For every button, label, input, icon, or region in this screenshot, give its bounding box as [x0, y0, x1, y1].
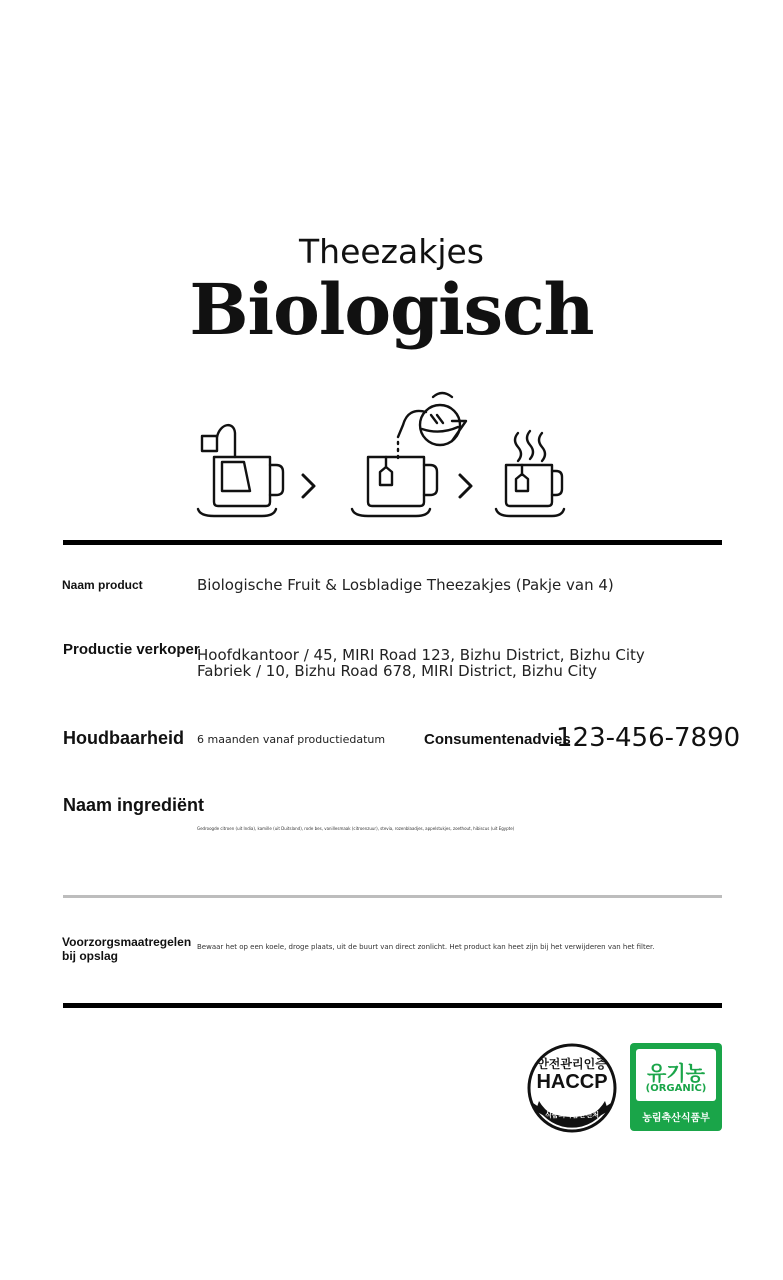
divider-bottom [63, 1003, 722, 1008]
organic-sub-text: (ORGANIC) [645, 1083, 707, 1094]
consumer-advice-label: Consumentenadvies [424, 731, 571, 748]
haccp-bottom-text: 식품의약품안전처 [544, 1111, 600, 1119]
seller-label: Productie verkoper [63, 641, 200, 658]
seller-address-line1: Hoofdkantoor / 45, MIRI Road 123, Bizhu District, Bizhu City [197, 646, 645, 664]
product-name-label: Naam product [62, 578, 143, 592]
steaming-cup-icon [496, 431, 564, 516]
organic-bottom-text: 농림축산식품부 [642, 1113, 710, 1124]
ingredients-value: Gedroogde citroen (uit India), kamille (uit Duitsland), rode bes, vanillesmaak (citroenzuur), stevia, rozenblaadjes, appelstukjes, zoethout, hibiscus (uit Egypte) [197, 826, 515, 831]
haccp-main-text: HACCP [536, 1071, 608, 1093]
divider-top [63, 540, 722, 545]
storage-value: Bewaar het op een koele, droge plaats, uit de buurt van direct zonlicht. Het product kan heet zijn bij het verwijderen van het filter. [197, 943, 655, 951]
brewing-steps [190, 385, 580, 525]
shelf-life-label: Houdbaarheid [63, 728, 185, 748]
haccp-top-text: 안전관리인증 [537, 1057, 607, 1071]
pour-water-icon [352, 393, 466, 516]
product-name-value: Biologische Fruit & Losbladige Theezakjes (Pakje van 4) [197, 576, 614, 594]
page-title: Biologisch [189, 268, 594, 351]
organic-badge [630, 1043, 722, 1131]
chevron-right-icon [303, 475, 314, 497]
divider-middle [63, 895, 722, 898]
haccp-badge [527, 1043, 617, 1133]
subtitle: Theezakjes [299, 232, 484, 271]
storage-label [62, 935, 191, 963]
storage-label-line1: Voorzorgsmaatregelen [62, 935, 192, 949]
seller-address-line2: Fabriek / 10, Bizhu Road 678, MIRI District, Bizhu City [197, 662, 598, 680]
storage-label-line2: bij opslag [62, 949, 119, 963]
consumer-phone: 123-456-7890 [556, 723, 741, 753]
shelf-life-value: 6 maanden vanaf productiedatum [197, 733, 386, 746]
chevron-right-icon [460, 475, 471, 497]
tea-bag-in-cup-icon [198, 425, 283, 516]
ingredients-label: Naam ingrediënt [63, 795, 205, 815]
organic-main-text: 유기농 [647, 1061, 705, 1085]
